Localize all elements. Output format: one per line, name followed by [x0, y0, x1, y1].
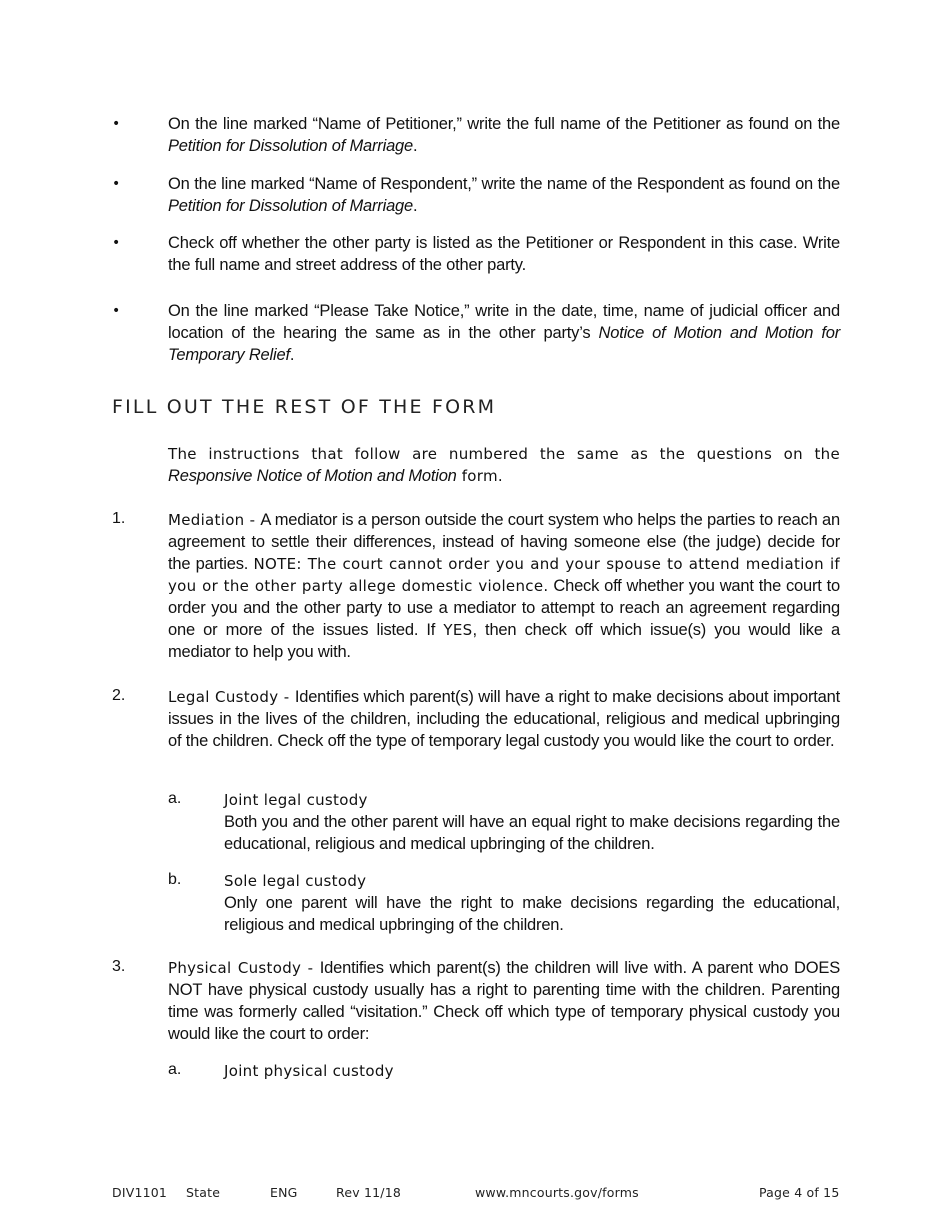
section-heading: FILL OUT THE REST OF THE FORM — [112, 396, 497, 418]
bullet-item: On the line marked “Please Take Notice,” write in the date, time, name of judicial officer and location of the hearing the same as in the other party’s Notice of Motion and Motion for Temporary Relief. — [168, 302, 840, 364]
item-number: 1. — [112, 510, 126, 527]
subitem-title: Joint legal custody — [224, 791, 368, 809]
legal-custody-instruction: Legal Custody - Identifies which parent(s) will have a right to make decisions about important issues in the lives of the children, including the educational, religious and medical upbringing of the children. Check off the type of temporary legal custody you would like the court to order. — [168, 688, 840, 750]
bullet-marker: • — [112, 116, 121, 132]
footer-url: www.mncourts.gov/forms — [475, 1185, 639, 1200]
footer-scope: State — [186, 1185, 221, 1200]
joint-legal-custody-subitem: Joint legal custody Both you and the other parent will have an equal right to make decisions regarding the educational, religious and medical upbringing of the children. — [224, 791, 840, 853]
intro-paragraph: The instructions that follow are numbered the same as the questions on the Responsive Notice of Motion and Motion form. — [168, 445, 840, 485]
sole-legal-custody-subitem: Sole legal custody Only one parent will have the right to make decisions regarding the educational, religious and medical upbringing of the children. — [224, 872, 840, 934]
subitem-letter: a. — [168, 1061, 182, 1078]
footer-page-number: Page 4 of 15 — [759, 1185, 840, 1200]
item-label: Mediation - — [168, 511, 261, 529]
bullet-marker: • — [112, 235, 121, 251]
item-label: Legal Custody - — [168, 688, 295, 706]
physical-custody-instruction: Physical Custody - Identifies which parent(s) the children will live with. A parent who DOES NOT have physical custody usually has a right to parenting time with the children. Parenting time was formerly called “visitation.” Check off which type of temporary physical custody you would like the court to order: — [168, 959, 840, 1043]
joint-physical-custody-subitem — [224, 1060, 840, 1082]
item-number: 2. — [112, 687, 126, 704]
bullet-marker: • — [112, 176, 121, 192]
note-text: NOTE: The court cannot order you and your spouse to attend mediation if you or the other party allege domestic violence. — [168, 555, 840, 595]
subitem-title: Joint physical custody — [224, 1062, 394, 1080]
subitem-letter: a. — [168, 790, 182, 807]
subitem-title: Sole legal custody — [224, 872, 367, 890]
bullet-marker: • — [112, 303, 121, 319]
footer-form-id: DIV1101 — [112, 1185, 168, 1200]
bullet-item: On the line marked “Name of Respondent,” write the name of the Respondent as found on the Petition for Dissolution of Marriage. — [168, 175, 840, 215]
bullet-item: On the line marked “Name of Petitioner,” write the full name of the Petitioner as found on the Petition for Dissolution of Marriage. — [168, 115, 840, 155]
item-label: Physical Custody - — [168, 959, 320, 977]
subitem-letter: b. — [168, 871, 182, 888]
item-number: 3. — [112, 958, 126, 975]
mediation-instruction: Mediation - A mediator is a person outside the court system who helps the parties to reach an agreement to settle their differences, instead of having someone else (the judge) decide for the parties. NOTE: The court cannot order you and your spouse to attend mediation if you or the other party allege domestic violence. Check off whether you want the court to order you and the other party to use a mediator to attempt to reach an agreement regarding one or more of the issues listed. If YES, then check off which issue(s) you would like a mediator to help you with. — [168, 511, 841, 661]
bullet-item: Check off whether the other party is listed as the Petitioner or Respondent in this case. Write the full name and street address of the other party. — [168, 234, 840, 274]
footer-language: ENG — [270, 1185, 298, 1200]
footer-revision: Rev 11/18 — [336, 1185, 402, 1200]
